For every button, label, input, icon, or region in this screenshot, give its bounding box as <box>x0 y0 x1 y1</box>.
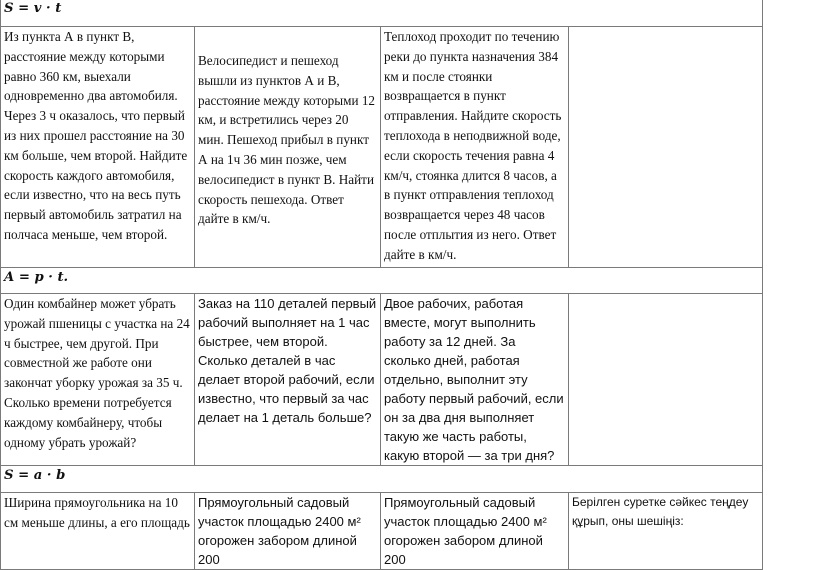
empty-cell <box>569 294 763 466</box>
empty-cell <box>569 27 763 268</box>
problem-two-workers: Двое рабочих, работая вместе, могут выполнить работу за 12 дней. За сколько дней, работая отдельно, выполнит эту работу первый рабочий, если он за два дня выполняет такую же часть работы, какую второй — за три дня? <box>381 294 569 466</box>
formula-work: A = p · t. <box>1 268 763 294</box>
problem-row-work <box>1 294 763 466</box>
problem-garden-plot-1: Прямоугольный садовый участок площадью 2400 м² огорожен забором длиной 200 <box>195 493 381 570</box>
problem-cars: Из пункта А в пункт В, расстояние между которыми равно 360 км, выехали одновременно два автомобиля. Через 3 ч оказалось, что первый из них прошел расстояние на 30 км больше, чем второй. Найдите скорость каждого автомобиля, если известно, что на весь путь первый автомобиль затратил на полчаса меньше, чем второй. <box>1 27 195 268</box>
formula-row-work <box>1 268 763 294</box>
formula-row-speed <box>1 0 763 27</box>
problem-row-motion <box>1 27 763 268</box>
problem-garden-plot-2: Прямоугольный садовый участок площадью 2400 м² огорожен забором длиной 200 <box>381 493 569 570</box>
formula-row-area <box>1 466 763 493</box>
problem-rectangle: Ширина прямоугольника на 10 см меньше длины, а его площадь <box>1 493 195 570</box>
formula-speed: S = v · t <box>1 0 763 27</box>
problem-cyclist-pedestrian: Велосипедист и пешеход вышли из пунктов А и В, расстояние между которыми 12 км, и встретились через 20 мин. Пешеход прибыл в пункт А на 1ч 36 мин позже, чем велосипедист в пункт В. Найти скорость пешехода. Ответ дайте в км/ч. <box>195 27 381 268</box>
problem-parts-order: Заказ на 110 деталей первый рабочий выполняет на 1 час быстрее, чем второй. Сколько деталей в час делает второй рабочий, если известно, что первый за час делает на 1 деталь больше? <box>195 294 381 466</box>
problem-kazakh-instruction: Берілген суретке сәйкес теңдеу құрып, оны шешіңіз: <box>569 493 763 570</box>
problem-steamboat: Теплоход проходит по течению реки до пункта назначения 384 км и после стоянки возвращается в пункт отправления. Найдите скорость теплохода в неподвижной воде, если скорость течения равна 4 км/ч, стоянка длится 8 часов, а в пункт отправления теплоход возвращается через 48 часов после отплытия из него. Ответ дайте в км/ч. <box>381 27 569 268</box>
problem-combines: Один комбайнер может убрать урожай пшеницы с участка на 24 ч быстрее, чем другой. При совместной же работе они закончат уборку урожая за 35 ч. Сколько времени потребуется каждому комбайнеру, чтобы одному убрать урожай? <box>1 294 195 466</box>
formula-area: S = a · b <box>1 466 763 493</box>
problem-row-area <box>1 493 763 570</box>
